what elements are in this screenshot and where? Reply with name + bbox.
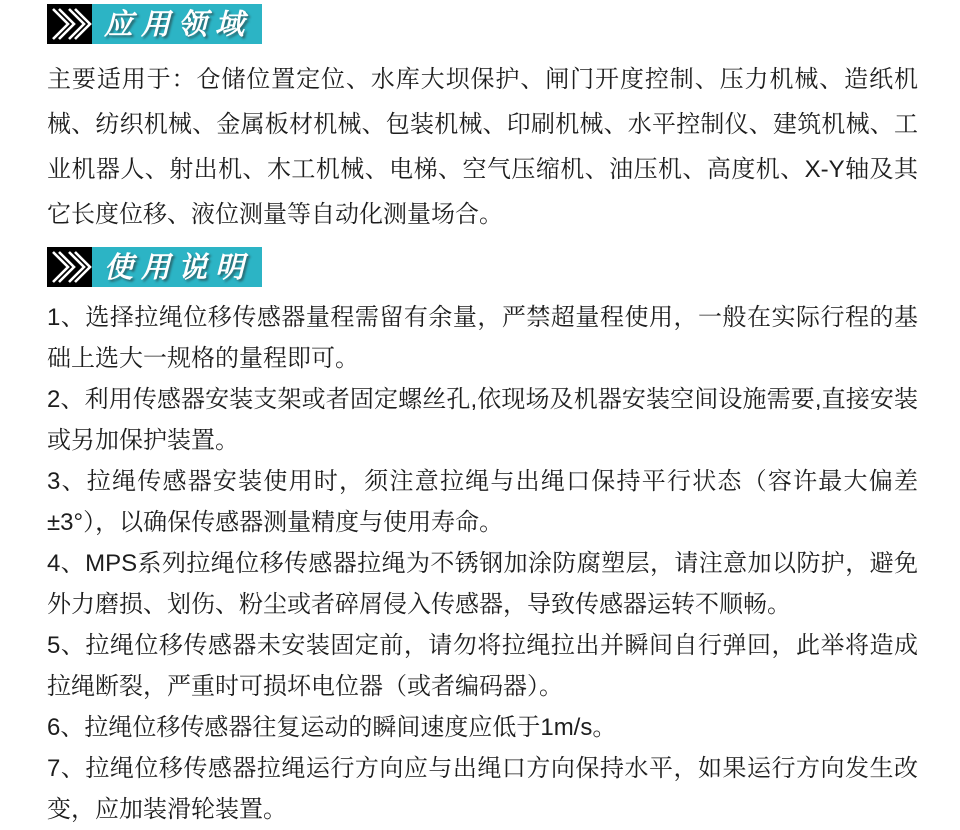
instruction-item-1: 1、选择拉绳位移传感器量程需留有余量，严禁超量程使用，一般在实际行程的基础上选大一规格的量程即可。 — [47, 304, 918, 372]
section-application-areas — [47, 4, 918, 237]
application-areas-paragraph: 主要适用于：仓储位置定位、水库大坝保护、闸门开度控制、压力机械、造纸机械、纺织机械、金属板材机械、包装机械、印刷机械、水平控制仪、建筑机械、工业机器人、射出机、木工机械、电梯、空气压缩机、油压机、高度机、X-Y轴及其它长度位移、液位测量等自动化测量场合。 — [47, 66, 918, 228]
section-title-application-areas: 应用领域 — [92, 4, 262, 44]
section-header-usage-instructions — [47, 247, 918, 287]
section-header-application-areas — [47, 4, 918, 44]
instruction-list — [47, 297, 918, 830]
instruction-item-7: 7、拉绳位移传感器拉绳运行方向应与出绳口方向保持水平，如果运行方向发生改变，应加装滑轮装置。 — [47, 755, 918, 823]
instruction-item-6: 6、拉绳位移传感器往复运动的瞬间速度应低于1m/s。 — [47, 714, 617, 741]
instruction-item-5: 5、拉绳位移传感器未安装固定前，请勿将拉绳拉出并瞬间自行弹回，此举将造成拉绳断裂，严重时可损坏电位器（或者编码器）。 — [47, 632, 918, 700]
double-chevron-icon — [47, 4, 92, 44]
section-title-usage-instructions: 使用说明 — [92, 247, 262, 287]
double-chevron-icon — [47, 247, 92, 287]
instruction-item-2: 2、利用传感器安装支架或者固定螺丝孔,依现场及机器安装空间设施需要,直接安装或另加保护装置。 — [47, 386, 918, 454]
instruction-item-3: 3、拉绳传感器安装使用时，须注意拉绳与出绳口保持平行状态（容许最大偏差±3°），以确保传感器测量精度与使用寿命。 — [47, 468, 918, 536]
instruction-item-4: 4、MPS系列拉绳位移传感器拉绳为不锈钢加涂防腐塑层，请注意加以防护，避免外力磨损、划伤、粉尘或者碎屑侵入传感器，导致传感器运转不顺畅。 — [47, 550, 918, 618]
section-usage-instructions — [47, 247, 918, 830]
